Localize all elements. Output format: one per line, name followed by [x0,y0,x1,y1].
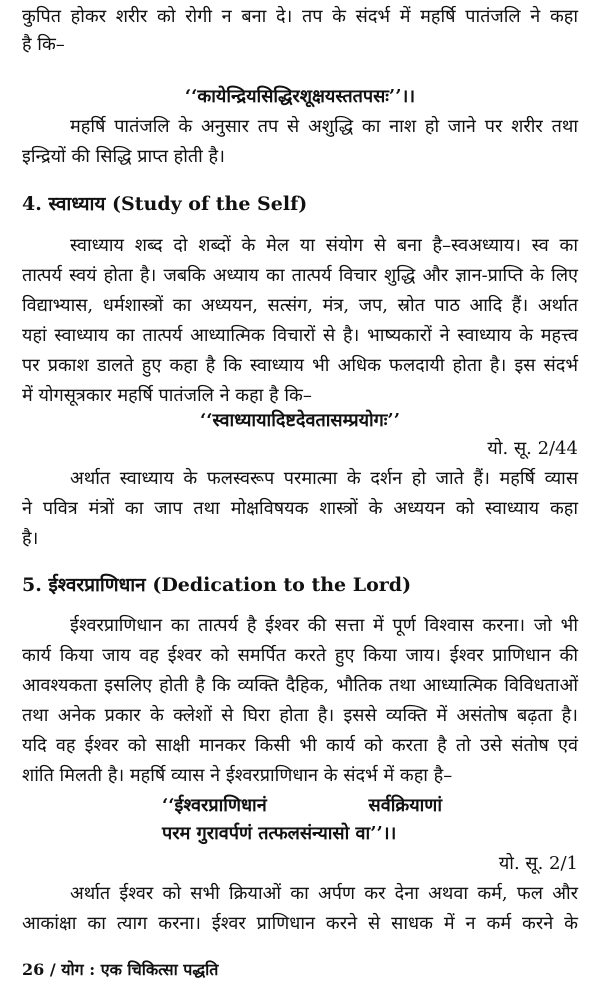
verse-line-1-right: सर्वक्रियाणां [368,795,442,816]
section-heading-svadhyaya: 4. स्वाध्याय (Study of the Self) [22,193,308,215]
paragraph-line: विद्याभ्यास, धर्मशास्त्रों का अध्ययन, सत्संग, मंत्र, जप, स्रोत पाठ आदि हैं। अर्थात [22,295,578,316]
paragraph-line: स्वाध्याय शब्द दो शब्दों के मेल या संयोग से बना है–स्वअध्याय। स्व का [70,235,578,256]
verse-reference: यो. सू. 2/44 [487,438,578,459]
paragraph-line: तथा अनेक प्रकार के क्लेशों से घिरा होता है। इससे व्यक्ति में असंतोष बढ़ता है। [22,705,578,726]
verse-line-1 [162,791,442,821]
page-footer: 26 / योग : एक चिकित्सा पद्धति [22,960,219,979]
paragraph-line: यदि वह ईश्वर को साक्षी मानकर किसी भी कार्य को करता है तो उसे संतोष एवं [22,735,578,756]
paragraph-line: ईश्वरप्राणिधान का तात्पर्य है ईश्वर की सत्ता में पूर्ण विश्वास करना। जो भी [70,615,578,636]
verse-line-1-left: ‘‘ईश्वरप्राणिधानं [162,795,267,816]
paragraph-line: इन्द्रियों की सिद्धि प्राप्त होती है। [22,146,225,167]
verse-line: ‘‘स्वाध्यायादिष्टदेवतासम्प्रयोगः’’ [200,410,400,431]
paragraph-line: कुपित होकर शरीर को रोगी न बना दे। तप के संदर्भ में महर्षि पातंजलि ने कहा [22,6,578,27]
paragraph-line: ने पवित्र मंत्रों का जाप तथा मोक्षविषयक शास्त्रों के अध्ययन को स्वाध्याय कहा [22,498,578,519]
paragraph-line: कार्य किया जाय वह ईश्वर को समर्पित करते हुए किया जाय। ईश्वर प्राणिधान की [22,645,578,666]
paragraph-line: तात्पर्य स्वयं होता है। जबकि अध्याय का तात्पर्य विचार शुद्धि और ज्ञान-प्राप्ति के लिए [22,265,578,286]
section-heading-ishvarapranidhana: 5. ईश्वरप्राणिधान (Dedication to the Lord) [22,574,412,596]
paragraph-line: अर्थात ईश्वर को सभी क्रियाओं का अर्पण कर देना अथवा कर्म, फल और [70,883,578,904]
paragraph-line: यहां स्वाध्याय का तात्पर्य आध्यात्मिक विचारों से है। भाष्यकारों ने स्वाध्याय के महत्त्व [22,325,578,346]
paragraph-line: पर प्रकाश डालते हुए कहा है कि स्वाध्याय भी अधिक फलदायी होता है। इस संदर्भ [22,355,578,376]
verse-line: ‘‘कायेन्द्रियसिद्धिरशूक्षयस्ततपसः’’।। [184,86,416,107]
paragraph-line: में योगसूत्रकार महर्षि पातंजलि ने कहा है कि– [22,385,312,406]
verse-line-2: परम गुरावर्पणं तत्फलसंन्यासो वा’’।। [162,823,397,844]
verse-reference: यो. सू. 2/1 [498,853,578,874]
paragraph-line: है कि– [22,34,65,55]
paragraph-line: है। [22,528,39,549]
paragraph-line: महर्षि पातंजलि के अनुसार तप से अशुद्धि का नाश हो जाने पर शरीर तथा [70,116,578,137]
paragraph-line: अर्थात स्वाध्याय के फलस्वरूप परमात्मा के दर्शन हो जाते हैं। महर्षि व्यास [70,468,578,489]
paragraph-line: आकांक्षा का त्याग करना। ईश्वर प्राणिधान करने से साधक में न कर्म करने के [22,913,578,934]
paragraph-line: आवश्यकता इसलिए होती है कि व्यक्ति दैहिक, भौतिक तथा आध्यात्मिक विविधताओं [22,675,578,696]
paragraph-line: शांति मिलती है। महर्षि व्यास ने ईश्वरप्राणिधान के संदर्भ में कहा है– [22,765,453,786]
